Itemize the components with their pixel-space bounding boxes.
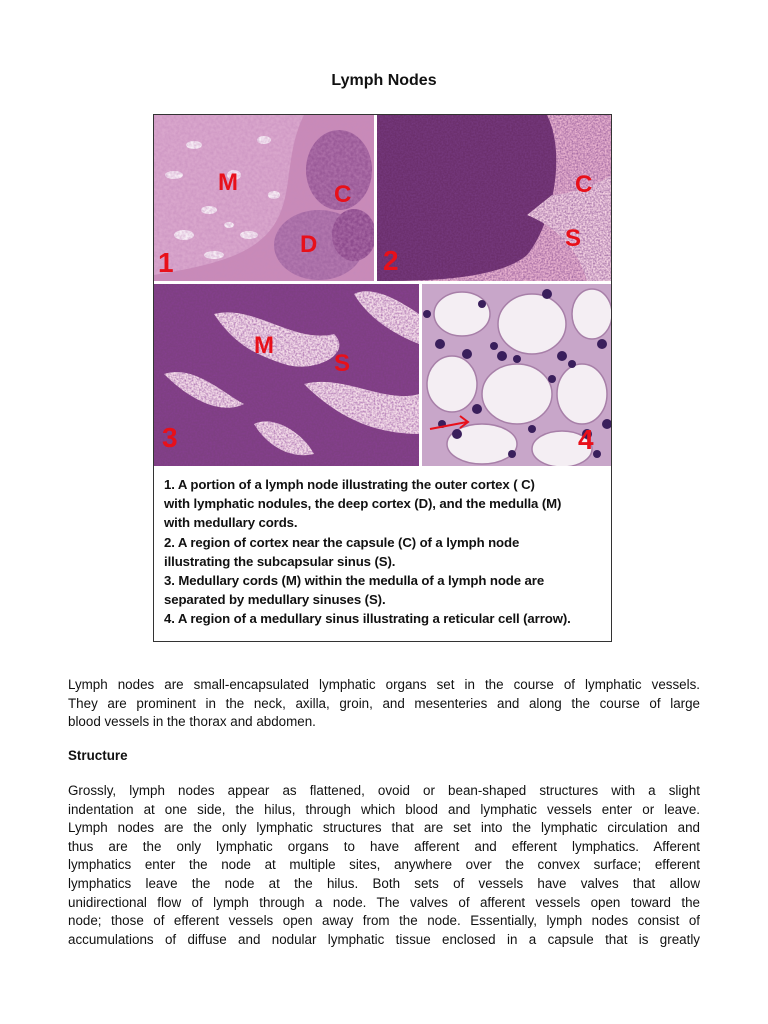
panel-1-label-m: M [218,169,238,196]
caption-line: 3. Medullary cords (M) within the medulla of a lymph node are [164,573,545,589]
section-heading: Structure [68,748,128,763]
structure-paragraph [68,782,700,949]
page-title: Lymph Nodes [331,72,437,89]
caption-line: illustrating the subcapsular sinus (S). [164,553,396,569]
paragraph-line: node; those of efferent vessels open away from the node. Essentially, lymph nodes consist of [68,913,700,929]
panel-2-label-s: S [565,225,582,252]
micrograph-panel-1 [154,115,374,281]
paragraph-line: They are prominent in the neck, axilla, groin, and mesenteries and along the course of large [68,695,700,711]
micrograph-panel-4 [422,284,612,466]
paragraph-line: unidirectional flow of lymph through a node. The valves of afferent vessels open toward the [68,894,700,910]
paragraph-line: Lymph nodes are the only lymphatic structures that are set into the lymphatic circulation and [68,820,700,836]
caption-line: with lymphatic nodules, the deep cortex (D), and the medulla (M) [164,496,562,512]
caption-line: separated by medullary sinuses (S). [164,592,386,608]
paragraph-line: Grossly, lymph nodes appear as flattened, ovoid or bean-shaped structures with a slight [68,783,700,798]
panel-3-number: 3 [162,422,178,453]
micrograph-3-image [154,284,419,466]
micrograph-2-image [377,115,612,281]
paragraph-line: blood vessels in the thorax and abdomen. [68,714,316,730]
paragraph-line: Lymph nodes are small-encapsulated lymphatic organs set in the course of lymphatic vessels. [68,677,700,692]
panel-1-number: 1 [158,247,174,278]
caption-line: with medullary cords. [164,515,298,531]
panel-3-label-m: M [254,332,274,359]
paragraph-line: accumulations of diffuse and nodular lymphatic tissue enclosed in a capsule that is greatly [68,931,700,947]
histology-figure [153,114,612,642]
panel-1-label-d: D [300,231,318,258]
panel-1-label-c: C [334,181,352,208]
caption-line: 1. A portion of a lymph node illustrating the outer cortex ( C) [164,477,535,492]
micrograph-panel-3 [154,284,419,466]
figure-caption [164,475,609,629]
panel-2-label-c: C [575,171,593,198]
paragraph-line: indentation at one side, the hilus, through which blood and lymphatic vessels enter or leave. [68,801,700,817]
panel-2-number: 2 [383,245,399,276]
paragraph-line: lymphatics leave the node at the hilus. Both sets of vessels have valves that allow [68,875,700,891]
panel-4-number: 4 [578,424,594,455]
paragraph-line: lymphatics enter the node at multiple sites, anywhere over the convex surface; efferent [68,857,700,873]
paragraph-line: thus are the only lymphatic organs to have afferent and efferent lymphatics. Afferent [68,838,700,854]
caption-line: 4. A region of a medullary sinus illustrating a reticular cell (arrow). [164,611,571,627]
caption-line: 2. A region of cortex near the capsule (C) of a lymph node [164,534,520,550]
intro-paragraph [68,676,700,732]
micrograph-panel-2 [377,115,612,281]
panel-3-label-s: S [334,350,351,377]
